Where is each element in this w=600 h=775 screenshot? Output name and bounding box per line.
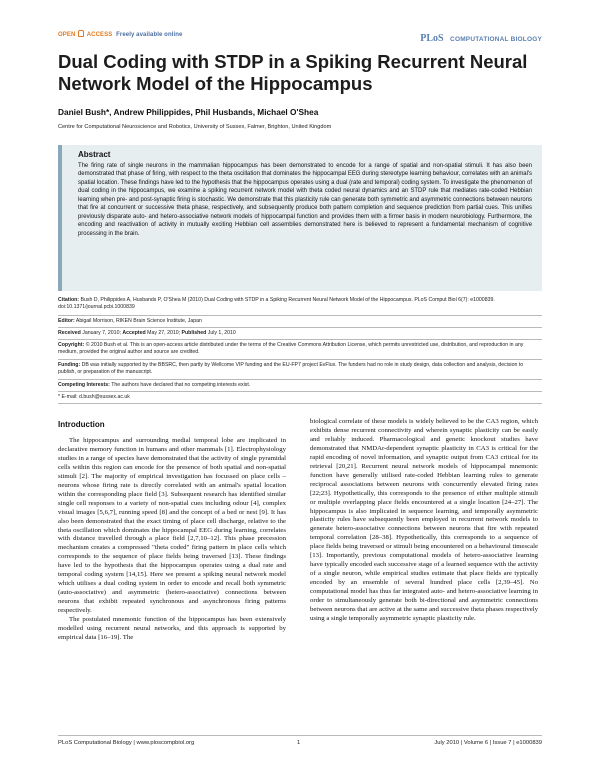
divider	[58, 391, 542, 392]
page-number: 1	[297, 740, 301, 746]
abstract-text: The firing rate of single neurons in the mammalian hippocampus has been demonstrated to encode for a range of spatial and non-spatial stimuli. It has also been demonstrated that phase of firing, with respect to the theta oscillation that dominates the hippocampal EEG during stereotype learning behaviour, correlates with an animal's spatial location. These findings have led to the hypothesis that the hippocampus operates using a dual (rate and temporal) coding system. To investigate the phenomenon of dual coding in the hippocampus, we examine a spiking recurrent network model with theta coded neural dynamics and an STDP rule that mediates rate-coded Hebbian learning when pre- and post-synaptic firing is stochastic. We demonstrate that this plasticity rule can generate both symmetric and asymmetric connections between neurons that fire at concurrent or successive theta phase, respectively, and subsequently produce both pattern completion and sequence prediction from partial cues. This unifies previously disparate auto- and hetero-associative network models of hippocampal function and provides them with a firmer basis in modern neurobiology. Furthermore, the encoding and reactivation of activity in mutually exciting Hebbian cell assemblies demonstrated here is believed to represent a fundamental mechanism of cognitive processing in the brain.	[78, 163, 532, 237]
citation	[58, 297, 542, 311]
published-label: Published	[181, 330, 207, 336]
competing-interests	[58, 382, 542, 389]
divider	[58, 339, 542, 340]
open-access-lock-icon	[78, 30, 84, 37]
freely-available-label: Freely available online	[116, 32, 183, 38]
article-title: Dual Coding with STDP in a Spiking Recurrent Neural Network Model of the Hippocampus	[58, 51, 528, 94]
divider	[58, 379, 542, 380]
journal-header	[58, 30, 542, 42]
published-date: July 1, 2010	[207, 330, 236, 336]
copyright-text: © 2010 Bush et al. This is an open-access article distributed under the terms of the Creative Commons Attribution License, which permits unrestricted use, distribution, and reproduction in any medium, provided the original author and source are credited.	[58, 342, 524, 355]
abstract-box	[58, 145, 542, 291]
citation-text: Bush D, Philippides A, Husbands P, O'Shea M (2010) Dual Coding with STDP in a Spiking Recurrent Neural Network Model of the Hippocampus. PLoS Comput Biol 6(7): e1000839. doi:10.1371/journal.pcbi.1000839	[58, 297, 495, 310]
divider	[58, 359, 542, 360]
funding-label: Funding:	[58, 362, 81, 368]
editor-text: Abigail Morrison, RIKEN Brain Science Institute, Japan	[75, 318, 202, 324]
received-date: January 7, 2010;	[82, 330, 121, 336]
author-list: Daniel Bush*, Andrew Philippides, Phil Husbands, Michael O'Shea	[58, 107, 319, 117]
citation-label: Citation:	[58, 297, 80, 303]
copyright-label: Copyright:	[58, 342, 85, 348]
editor	[58, 318, 542, 325]
open-label: OPEN	[58, 32, 76, 38]
affiliation: Centre for Computational Neuroscience and Robotics, University of Sussex, Falmer, Brighton, United Kingdom	[58, 124, 332, 130]
access-label: ACCESS	[86, 32, 113, 38]
journal-name: COMPUTATIONAL BIOLOGY	[450, 36, 542, 43]
received-label: Received	[58, 330, 81, 336]
abstract-heading: Abstract	[78, 150, 111, 159]
left-column	[58, 437, 286, 643]
footer-issue: July 2010 | Volume 6 | Issue 7 | e1000839	[434, 740, 542, 746]
footer-divider	[58, 735, 542, 736]
corresponding-email: * E-mail: d.bush@sussex.ac.uk	[58, 394, 130, 400]
footer-journal: PLoS Computational Biology | www.ploscompbiol.org	[58, 740, 195, 746]
accepted-label: Accepted	[122, 330, 146, 336]
competing-label: Competing Interests:	[58, 382, 110, 388]
accepted-date: May 27, 2010;	[147, 330, 181, 336]
divider	[58, 315, 542, 316]
intro-paragraph: The hippocampus and surrounding medial temporal lobe are implicated in declarative memory function in humans and other mammals [1]. Electrophysiology studies in a range of species have demonstrated that the activity of single pyramidal cells within this region can encode for the presence of both spatial and non-spatial stimuli [2]. The majority of empirical investigation has focussed on place cells – neurons whose firing rate is directly correlated with an animal's spatial location within the corresponding place field [3]. Subsequent research has identified similar single cell responses to a variety of non-spatial cues including odour [4], complex visual images [5,6,7], running speed [8] and the concept of a bed or nest [9]. It has also been demonstrated that the exact timing of place cell discharge, relative to the theta oscillation which dominates the hippocampal EEG during learning, correlates with distance travelled through a place field [2,7,10–12]. This phase precession mechanism creates a compressed "theta coded" firing pattern in place cells which corresponds to the sequence of place fields being traversed [13]. These findings have led to the hypothesis that the hippocampus operates using a dual rate and temporal coding system [14,15]. Here we present a spiking neural network model which utilises a dual coding system in order to encode and recall both symmetric (auto-associative) and asymmetric (hetero-associative) connections between neurons that exhibit repeated synchronous and asynchronous firing patterns respectively.	[58, 437, 286, 615]
intro-paragraph: The postulated mnemonic function of the hippocampus has been extensively modelled using recurrent neural networks, and this approach is supported by empirical data [16–19]. The	[58, 616, 286, 641]
dates	[58, 330, 542, 337]
copyright	[58, 342, 542, 356]
plos-wordmark: PLoS	[420, 33, 444, 44]
funding-text: DB was initially supported by the BBSRC, then partly by Wellcome VIP funding and the EU-FP7 project EvFlux. The funders had no role in study design, data collection and analysis, decision to publish, or preparation of the manuscript.	[58, 362, 524, 375]
open-access-badge	[58, 30, 182, 38]
divider	[58, 327, 542, 328]
intro-paragraph: biological correlate of these models is widely believed to be the CA3 region, which exhibits dense recurrent connectivity and wherein synaptic plasticity can be easily and reliably induced. Pharmacological and genetic knockout studies have demonstrated that NMDAr-dependent synaptic plasticity in CA3 is critical for the rapid encoding of novel information, and synaptic output from CA3 critical for its retrieval [20,21]. Recurrent neural network models of hippocampal mnemonic function have generally utilised rate-coded Hebbian learning rules to generate reciprocal associations between neurons with concurrently elevated firing rates [22;23]. Hypothetically, this corresponds to the presence of either multiple stimuli or multiple overlapping place fields encountered at a single location [24–27]. The hippocampus is also implicated in sequence learning, and temporally asymmetric plasticity rules have subsequently been employed in recurrent network models to generate hetero-associative connections between neurons that fire with repeated temporal correlation [28–38]. Hypothetically, this corresponds to a sequence of place fields being traversed or stimuli being encountered on a behavioural timescale [13]. Importantly, previous computational models of hetero-associative learning have typically encoded each successive stage of a learned sequence with the activity of a single neuron, while empirical studies estimate that place fields are typically encoded by an ensemble of several hundred place cells [2,39–45]. No computational model has thus far integrated auto- and hetero-associative learning in order to simultaneously generate both bi-directional and asymmetric connections between neurons that are active at the same and successive theta phases respectively using a single temporally asymmetric synaptic plasticity rule.	[310, 418, 538, 622]
introduction-heading: Introduction	[58, 420, 105, 429]
competing-text: The authors have declared that no competing interests exist.	[111, 382, 251, 388]
right-column	[310, 418, 538, 624]
divider	[58, 403, 542, 404]
editor-label: Editor:	[58, 318, 75, 324]
journal-logo	[420, 28, 542, 46]
funding	[58, 362, 542, 376]
